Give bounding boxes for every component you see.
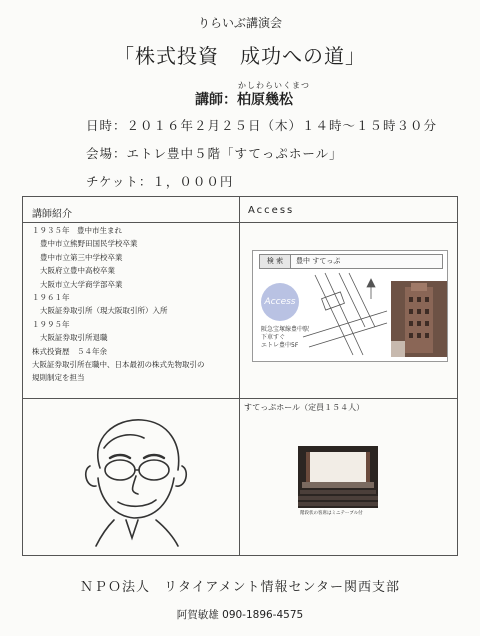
- hall-photo: [298, 446, 378, 508]
- lecturer-caricature: [70, 408, 200, 548]
- bio-line: １９６１年: [32, 293, 70, 303]
- lecturer-bio: [32, 224, 238, 385]
- hall-photo-caption: 階段状の客席はミニテーブル付: [300, 511, 363, 516]
- map-search-button: 検 索: [260, 255, 291, 268]
- organizer-name: りらいぶ講演会: [197, 16, 282, 30]
- access-map: [252, 250, 448, 362]
- lecturer-name: 講師：柏原幾松: [195, 92, 293, 108]
- bio-line: 大阪証券取引所退職: [40, 333, 108, 343]
- hall-title: すてっぷホール（定員１５４人）: [244, 403, 365, 412]
- event-datetime: 日時：２０１６年２月２５日（木）１４時～１５時３０分: [86, 118, 438, 133]
- building-photo: [391, 281, 447, 357]
- bio-line: １９３５年 豊中市生まれ: [32, 226, 122, 235]
- map-caption-line: 阪急宝塚線豊中駅: [261, 326, 310, 333]
- event-venue: 会場：エトレ豊中５階「すてっぷホール」: [86, 146, 343, 161]
- lecturer-ruby: かしわらいくまつ: [238, 81, 310, 90]
- bio-line: 大阪府立豊中高校卒業: [40, 266, 115, 276]
- bio-line: 豊中市立第三中学校卒業: [40, 252, 123, 262]
- table-divider-vertical: [239, 196, 240, 556]
- event-ticket: チケット：１，０００円: [86, 174, 234, 189]
- bio-line: 規則制定を担当: [32, 373, 85, 383]
- event-title: 「株式投資 成功への道」: [114, 44, 366, 68]
- footer-organization: ＮＰＯ法人 リタイアメント情報センター関西支部: [79, 580, 401, 595]
- bio-line: 大阪証券取引所（現大阪取引所）入所: [40, 306, 168, 316]
- access-header: Access: [248, 205, 295, 216]
- bio-line: 株式投資歴 ５４年余: [32, 346, 107, 356]
- map-caption-line: 下車すぐ: [261, 334, 286, 341]
- map-search-value: 豊中 すてっぷ: [296, 257, 341, 265]
- bio-line: 豊中市立熊野田国民学校卒業: [40, 239, 138, 249]
- bio-line: 大阪市立大学商学部卒業: [40, 279, 123, 289]
- table-divider-header: [22, 222, 458, 223]
- bio-line: １９９５年: [32, 319, 70, 329]
- table-divider-middle: [22, 398, 458, 399]
- footer-contact: 阿賀敏雄 090-1896-4575: [176, 609, 304, 621]
- map-caption-line: エトレ豊中5F: [261, 342, 299, 349]
- bio-line: 大阪証券取引所在職中、日本最初の株式先物取引の: [32, 360, 205, 370]
- access-badge: Access: [261, 283, 299, 321]
- map-caption: [261, 326, 309, 350]
- profile-header: 講師紹介: [32, 209, 72, 220]
